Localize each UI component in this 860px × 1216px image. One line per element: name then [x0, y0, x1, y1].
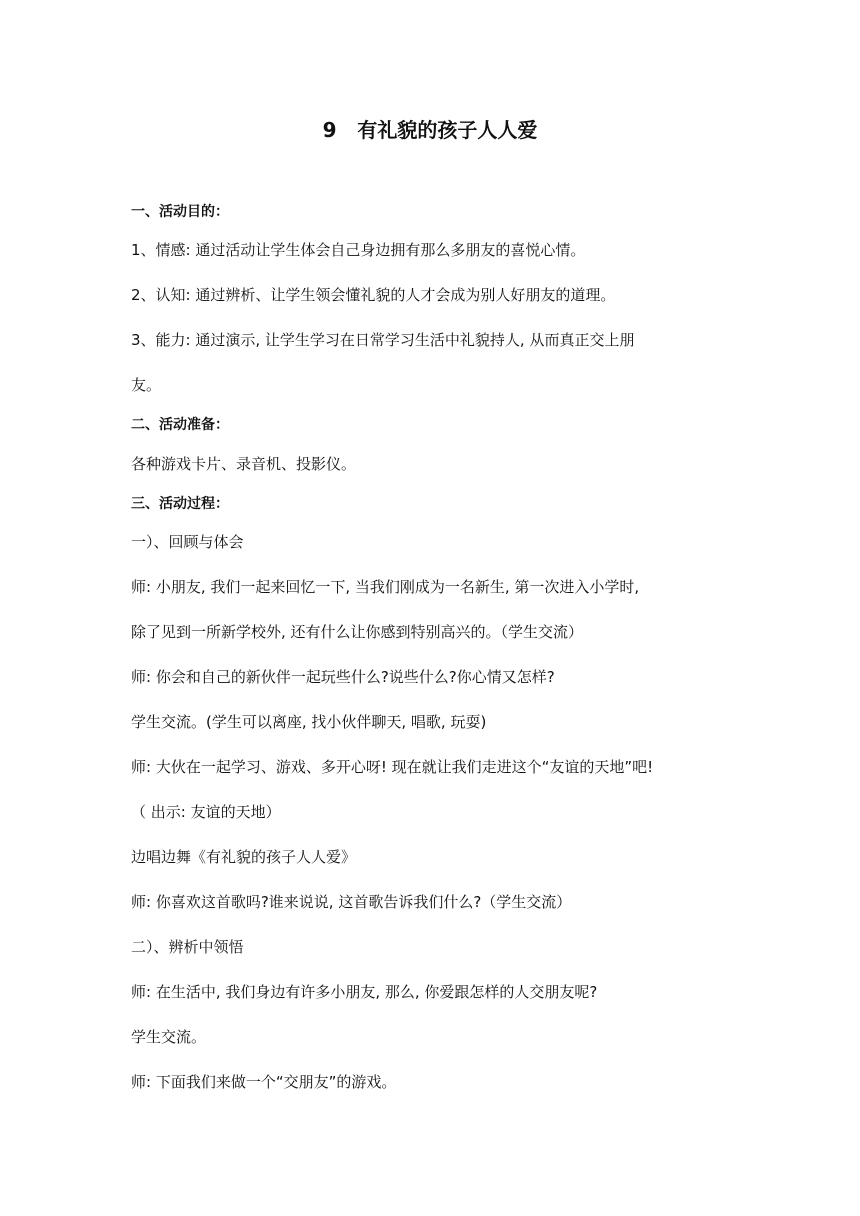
section-heading-goals: 一、活动目的：: [131, 204, 229, 220]
paragraph-line: （ 出示: 友谊的天地）: [131, 803, 281, 821]
paragraph-line: 友。: [131, 376, 162, 394]
paragraph-line: 各种游戏卡片、录音机、投影仪。: [131, 455, 357, 473]
paragraph-line: 2、认知: 通过辨析、让学生领会懂礼貌的人才会成为别人好朋友的道理。: [131, 286, 616, 304]
paragraph-line: 边唱边舞《有礼貌的孩子人人爱》: [131, 848, 357, 866]
paragraph-line: 1、情感: 通过活动让学生体会自己身边拥有那么多朋友的喜悦心情。: [131, 241, 586, 259]
section-heading-preparation: 二、活动准备：: [131, 417, 229, 433]
paragraph-line: 师: 在生活中, 我们身边有许多小朋友, 那么, 你爱跟怎样的人交朋友呢?: [131, 983, 598, 1001]
document-title: 9 有礼貌的孩子人人爱: [322, 118, 538, 142]
subsection-heading: 一）、回顾与体会: [131, 533, 244, 551]
paragraph-line: 师: 大伙在一起学习、游戏、多开心呀! 现在就让我们走进这个“友谊的天地”吧!: [131, 758, 654, 776]
paragraph-line: 学生交流。(学生可以离座, 找小伙伴聊天, 唱歌, 玩耍): [131, 713, 487, 731]
paragraph-line: 学生交流。: [131, 1028, 207, 1046]
paragraph-line: 师: 下面我们来做一个“交朋友”的游戏。: [131, 1073, 397, 1091]
subsection-heading: 二）、辨析中领悟: [131, 938, 244, 956]
paragraph-line: 除了见到一所新学校外, 还有什么让你感到特别高兴的。（学生交流）: [131, 623, 584, 641]
paragraph-line: 师: 你喜欢这首歌吗?谁来说说, 这首歌告诉我们什么?（学生交流）: [131, 893, 572, 911]
paragraph-line: 师: 小朋友, 我们一起来回忆一下, 当我们刚成为一名新生, 第一次进入小学时,: [131, 578, 640, 596]
paragraph-line: 师: 你会和自己的新伙伴一起玩些什么?说些什么?你心情又怎样?: [131, 668, 555, 686]
paragraph-line: 3、能力: 通过演示, 让学生学习在日常学习生活中礼貌持人, 从而真正交上朋: [131, 331, 635, 349]
section-heading-process: 三、活动过程：: [131, 496, 229, 512]
